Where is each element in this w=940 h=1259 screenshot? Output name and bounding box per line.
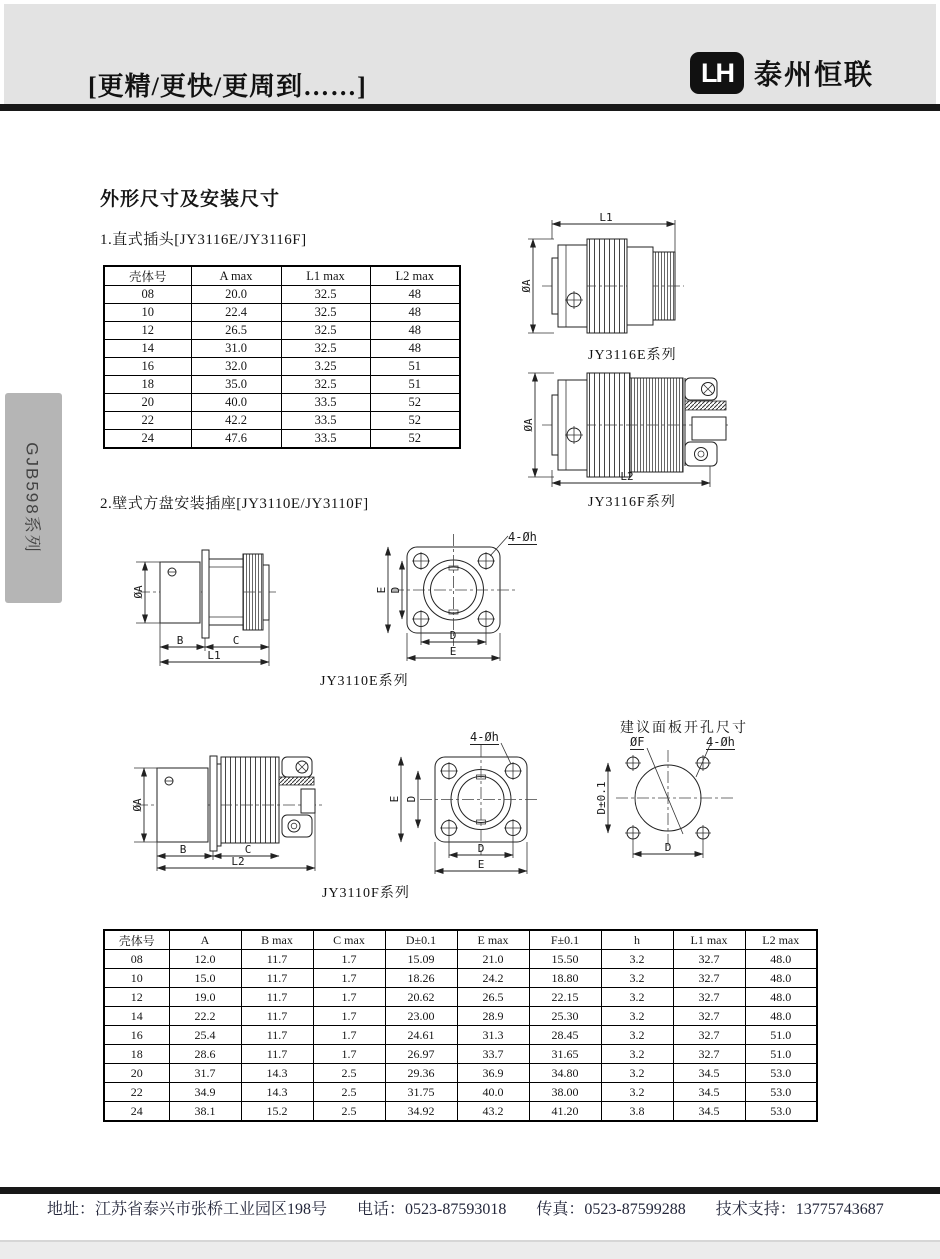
table-cell: 32.7 bbox=[673, 1026, 745, 1045]
table-cell: 22 bbox=[104, 1083, 169, 1102]
table-header-row bbox=[104, 930, 817, 950]
dim-label-phia: ØA bbox=[131, 798, 144, 812]
jy3110f-flange-drawing bbox=[388, 715, 538, 880]
table-cell: 1.7 bbox=[313, 1007, 385, 1026]
table-cell: 31.7 bbox=[169, 1064, 241, 1083]
table-cell: 43.2 bbox=[457, 1102, 529, 1122]
section1-title: 1.直式插头[JY3116E/JY3116F] bbox=[100, 232, 307, 248]
dimension-table-plug bbox=[103, 265, 461, 449]
table-cell: 3.2 bbox=[601, 950, 673, 969]
table-cell: 15.09 bbox=[385, 950, 457, 969]
table-row bbox=[104, 340, 460, 358]
table-cell: 32.7 bbox=[673, 1007, 745, 1026]
page-title: 外形尺寸及安装尺寸 bbox=[100, 189, 281, 210]
table-cell: 32.5 bbox=[281, 340, 370, 358]
table-cell: 22 bbox=[104, 412, 191, 430]
column-header: E max bbox=[457, 930, 529, 950]
table-cell: 1.7 bbox=[313, 950, 385, 969]
table-cell: 31.75 bbox=[385, 1083, 457, 1102]
column-header: L2 max bbox=[370, 266, 460, 286]
table-cell: 22.2 bbox=[169, 1007, 241, 1026]
table-cell: 51.0 bbox=[745, 1045, 817, 1064]
table-cell: 22.15 bbox=[529, 988, 601, 1007]
table-row bbox=[104, 969, 817, 988]
jy3116e-drawing bbox=[522, 212, 687, 347]
table-cell: 11.7 bbox=[241, 1007, 313, 1026]
table-cell: 34.80 bbox=[529, 1064, 601, 1083]
table-cell: 1.7 bbox=[313, 1026, 385, 1045]
table-cell: 24 bbox=[104, 1102, 169, 1122]
company-logo bbox=[690, 52, 874, 94]
table-cell: 28.9 bbox=[457, 1007, 529, 1026]
table-cell: 3.2 bbox=[601, 1026, 673, 1045]
table-cell: 21.0 bbox=[457, 950, 529, 969]
logo-lh-icon: LH bbox=[690, 52, 744, 94]
table-cell: 14.3 bbox=[241, 1083, 313, 1102]
jy3116e-caption: JY3116E系列 bbox=[588, 348, 677, 363]
table-cell: 3.2 bbox=[601, 1045, 673, 1064]
jy3110e-flange-drawing bbox=[375, 528, 522, 664]
dim-label-phia: ØA bbox=[520, 279, 533, 293]
table-cell: 38.00 bbox=[529, 1083, 601, 1102]
dim-label-l2: L2 bbox=[620, 470, 634, 483]
jy3110f-caption: JY3110F系列 bbox=[322, 886, 410, 901]
table-cell: 26.5 bbox=[457, 988, 529, 1007]
table-cell: 48 bbox=[370, 340, 460, 358]
table-cell: 31.3 bbox=[457, 1026, 529, 1045]
table-cell: 31.0 bbox=[191, 340, 281, 358]
table-cell: 20.62 bbox=[385, 988, 457, 1007]
table-cell: 32.0 bbox=[191, 358, 281, 376]
table-row bbox=[104, 376, 460, 394]
table-cell: 34.9 bbox=[169, 1083, 241, 1102]
column-header: L2 max bbox=[745, 930, 817, 950]
jy3110f-side-drawing bbox=[128, 715, 418, 875]
table-cell: 12 bbox=[104, 988, 169, 1007]
table-cell: 28.45 bbox=[529, 1026, 601, 1045]
table-cell: 40.0 bbox=[191, 394, 281, 412]
table-cell: 36.9 bbox=[457, 1064, 529, 1083]
footer-divider-bar bbox=[0, 1187, 940, 1194]
footer-support: 技术支持：13775743687 bbox=[715, 1201, 884, 1218]
column-header: A bbox=[169, 930, 241, 950]
dim-label-d: D bbox=[477, 842, 485, 855]
table-cell: 48.0 bbox=[745, 1007, 817, 1026]
table-cell: 15.2 bbox=[241, 1102, 313, 1122]
table-cell: 1.7 bbox=[313, 969, 385, 988]
jy3116f-drawing bbox=[522, 368, 732, 493]
table-row bbox=[104, 950, 817, 969]
jy3110e-side-drawing bbox=[128, 535, 408, 670]
sidebar-series-label: GJB598系列 bbox=[22, 442, 41, 554]
table-row bbox=[104, 322, 460, 340]
table-row bbox=[104, 286, 460, 304]
table-cell: 33.5 bbox=[281, 430, 370, 449]
table-cell: 25.4 bbox=[169, 1026, 241, 1045]
table-cell: 15.0 bbox=[169, 969, 241, 988]
table-cell: 08 bbox=[104, 950, 169, 969]
dim-label-d: D bbox=[389, 586, 402, 594]
table-cell: 23.00 bbox=[385, 1007, 457, 1026]
table-cell: 34.5 bbox=[673, 1102, 745, 1122]
table-row bbox=[104, 394, 460, 412]
table-cell: 33.5 bbox=[281, 394, 370, 412]
table-cell: 32.5 bbox=[281, 322, 370, 340]
table-cell: 51 bbox=[370, 376, 460, 394]
footer-contact bbox=[47, 1196, 917, 1219]
table-cell: 11.7 bbox=[241, 950, 313, 969]
table-row bbox=[104, 1083, 817, 1102]
table-row bbox=[104, 988, 817, 1007]
table-cell: 14 bbox=[104, 1007, 169, 1026]
dim-label-b: B bbox=[179, 843, 187, 856]
panel-cutout-title: 建议面板开孔尺寸 bbox=[620, 721, 748, 736]
dim-label-phia: ØA bbox=[132, 585, 145, 599]
table-cell: 22.4 bbox=[191, 304, 281, 322]
table-cell: 15.50 bbox=[529, 950, 601, 969]
phif-callout: ØF bbox=[630, 735, 645, 749]
table-cell: 25.30 bbox=[529, 1007, 601, 1026]
column-header: F±0.1 bbox=[529, 930, 601, 950]
header-divider-bar bbox=[0, 104, 940, 111]
table-cell: 35.0 bbox=[191, 376, 281, 394]
table-cell: 3.2 bbox=[601, 1007, 673, 1026]
table-cell: 18 bbox=[104, 376, 191, 394]
table-row bbox=[104, 1026, 817, 1045]
footer-fax: 传真：0523-87599288 bbox=[536, 1201, 686, 1218]
table-cell: 26.97 bbox=[385, 1045, 457, 1064]
table-cell: 18 bbox=[104, 1045, 169, 1064]
dim-label-e: E bbox=[375, 586, 388, 594]
table-cell: 1.7 bbox=[313, 1045, 385, 1064]
table-cell: 1.7 bbox=[313, 988, 385, 1007]
dim-label-c: C bbox=[232, 634, 240, 647]
dim-label-b: B bbox=[176, 634, 184, 647]
table-cell: 18.26 bbox=[385, 969, 457, 988]
table-cell: 32.7 bbox=[673, 1045, 745, 1064]
table-cell: 48 bbox=[370, 286, 460, 304]
table-cell: 32.7 bbox=[673, 950, 745, 969]
footer-phone: 电话：0523-87593018 bbox=[357, 1201, 507, 1218]
table-cell: 2.5 bbox=[313, 1083, 385, 1102]
table-cell: 33.7 bbox=[457, 1045, 529, 1064]
table-cell: 40.0 bbox=[457, 1083, 529, 1102]
table-cell: 53.0 bbox=[745, 1064, 817, 1083]
table-cell: 48 bbox=[370, 304, 460, 322]
table-cell: 52 bbox=[370, 430, 460, 449]
table-cell: 20 bbox=[104, 1064, 169, 1083]
table-row bbox=[104, 304, 460, 322]
dim-label-l1: L1 bbox=[207, 649, 221, 662]
table-cell: 3.2 bbox=[601, 969, 673, 988]
table-cell: 3.2 bbox=[601, 1083, 673, 1102]
table-cell: 48.0 bbox=[745, 950, 817, 969]
table-cell: 3.8 bbox=[601, 1102, 673, 1122]
table-cell: 18.80 bbox=[529, 969, 601, 988]
table-cell: 32.5 bbox=[281, 286, 370, 304]
table-cell: 51 bbox=[370, 358, 460, 376]
table-cell: 16 bbox=[104, 1026, 169, 1045]
table-cell: 20.0 bbox=[191, 286, 281, 304]
table-cell: 12.0 bbox=[169, 950, 241, 969]
column-header: L1 max bbox=[281, 266, 370, 286]
table-cell: 53.0 bbox=[745, 1102, 817, 1122]
table-cell: 32.5 bbox=[281, 376, 370, 394]
dimension-table-receptacle bbox=[103, 929, 818, 1122]
table-row bbox=[104, 430, 460, 449]
dim-label-d: D bbox=[664, 841, 672, 854]
table-cell: 10 bbox=[104, 969, 169, 988]
table-cell: 11.7 bbox=[241, 1026, 313, 1045]
table-cell: 2.5 bbox=[313, 1102, 385, 1122]
column-header: L1 max bbox=[673, 930, 745, 950]
table-cell: 24.2 bbox=[457, 969, 529, 988]
table-cell: 3.2 bbox=[601, 1064, 673, 1083]
table-cell: 47.6 bbox=[191, 430, 281, 449]
table-cell: 14 bbox=[104, 340, 191, 358]
table-cell: 24 bbox=[104, 430, 191, 449]
table-cell: 20 bbox=[104, 394, 191, 412]
column-header: C max bbox=[313, 930, 385, 950]
table-cell: 33.5 bbox=[281, 412, 370, 430]
table-cell: 2.5 bbox=[313, 1064, 385, 1083]
table-cell: 29.36 bbox=[385, 1064, 457, 1083]
dim-label-e: E bbox=[388, 795, 401, 803]
column-header: A max bbox=[191, 266, 281, 286]
table-cell: 12 bbox=[104, 322, 191, 340]
section2-title: 2.壁式方盘安装插座[JY3110E/JY3110F] bbox=[100, 496, 369, 512]
dim-label-e: E bbox=[449, 645, 457, 658]
dim-label-d: D bbox=[405, 795, 418, 803]
holes-callout: 4-Øh bbox=[508, 530, 537, 544]
table-cell: 32.5 bbox=[281, 304, 370, 322]
table-cell: 11.7 bbox=[241, 988, 313, 1007]
column-header: 壳体号 bbox=[104, 930, 169, 950]
table-cell: 24.61 bbox=[385, 1026, 457, 1045]
table-row bbox=[104, 1064, 817, 1083]
footer-address: 地址：江苏省泰兴市张桥工业园区198号 bbox=[47, 1201, 328, 1218]
header-slogan: [更精/更快/更周到……] bbox=[88, 72, 367, 101]
table-cell: 52 bbox=[370, 412, 460, 430]
table-cell: 53.0 bbox=[745, 1083, 817, 1102]
brand-name: 泰州恒联 bbox=[754, 59, 875, 90]
table-cell: 41.20 bbox=[529, 1102, 601, 1122]
column-header: h bbox=[601, 930, 673, 950]
table-cell: 10 bbox=[104, 304, 191, 322]
holes-callout: 4-Øh bbox=[706, 735, 735, 749]
table-cell: 32.7 bbox=[673, 988, 745, 1007]
dim-label-phia: ØA bbox=[522, 418, 535, 432]
table-cell: 28.6 bbox=[169, 1045, 241, 1064]
dim-label-e: E bbox=[477, 858, 485, 871]
dim-label-d: D bbox=[449, 629, 457, 642]
table-cell: 52 bbox=[370, 394, 460, 412]
table-cell: 42.2 bbox=[191, 412, 281, 430]
panel-cutout-drawing bbox=[595, 733, 783, 883]
table-row bbox=[104, 1045, 817, 1064]
table-cell: 3.25 bbox=[281, 358, 370, 376]
table-header-row bbox=[104, 266, 460, 286]
dim-label-dtol: D±0.1 bbox=[595, 781, 608, 815]
dim-label-l2: L2 bbox=[231, 855, 245, 868]
jy3110e-caption: JY3110E系列 bbox=[320, 674, 409, 689]
table-cell: 38.1 bbox=[169, 1102, 241, 1122]
table-row bbox=[104, 1007, 817, 1026]
table-row bbox=[104, 358, 460, 376]
table-cell: 31.65 bbox=[529, 1045, 601, 1064]
table-cell: 48.0 bbox=[745, 969, 817, 988]
table-cell: 3.2 bbox=[601, 988, 673, 1007]
table-cell: 34.5 bbox=[673, 1083, 745, 1102]
page-header bbox=[4, 4, 936, 104]
table-cell: 19.0 bbox=[169, 988, 241, 1007]
jy3116f-caption: JY3116F系列 bbox=[588, 495, 676, 510]
table-row bbox=[104, 1102, 817, 1122]
table-cell: 34.5 bbox=[673, 1064, 745, 1083]
table-cell: 26.5 bbox=[191, 322, 281, 340]
table-cell: 32.7 bbox=[673, 969, 745, 988]
dim-label-l1: L1 bbox=[599, 211, 613, 224]
table-cell: 48 bbox=[370, 322, 460, 340]
table-cell: 14.3 bbox=[241, 1064, 313, 1083]
table-cell: 34.92 bbox=[385, 1102, 457, 1122]
column-header: 壳体号 bbox=[104, 266, 191, 286]
table-cell: 11.7 bbox=[241, 1045, 313, 1064]
table-cell: 16 bbox=[104, 358, 191, 376]
table-row bbox=[104, 412, 460, 430]
dim-label-c: C bbox=[244, 843, 252, 856]
holes-callout: 4-Øh bbox=[470, 730, 499, 744]
sidebar-series-tab bbox=[5, 393, 62, 603]
table-cell: 08 bbox=[104, 286, 191, 304]
column-header: B max bbox=[241, 930, 313, 950]
table-cell: 11.7 bbox=[241, 969, 313, 988]
column-header: D±0.1 bbox=[385, 930, 457, 950]
table-cell: 48.0 bbox=[745, 988, 817, 1007]
table-cell: 51.0 bbox=[745, 1026, 817, 1045]
page-bottom-band bbox=[0, 1240, 940, 1259]
